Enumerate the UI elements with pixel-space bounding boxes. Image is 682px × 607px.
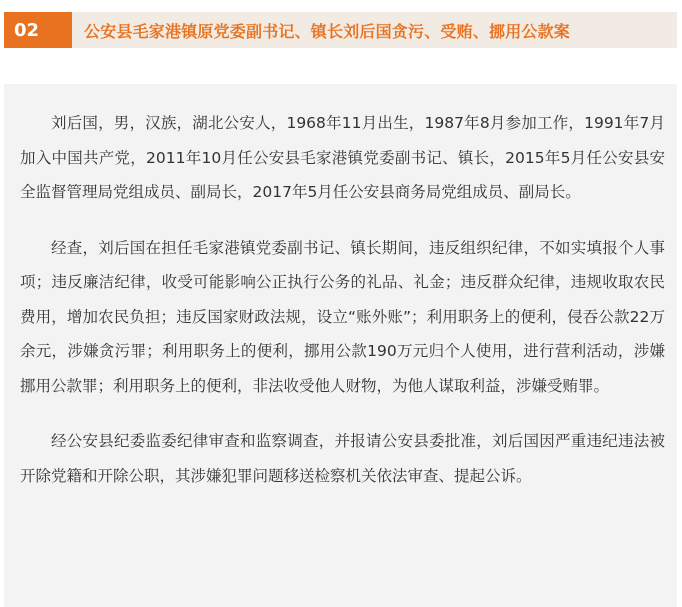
- case-header: [4, 12, 677, 48]
- case-body: [4, 84, 677, 607]
- paragraph-disposition: 经公安县纪委监委纪律审查和监察调查，并报请公安县委批准，刘后国因严重违纪违法被开除党籍和开除公职，其涉嫌犯罪问题移送检察机关依法审查、提起公诉。: [20, 432, 665, 485]
- paragraph-findings: 经查，刘后国在担任毛家港镇党委副书记、镇长期间，违反组织纪律，不如实填报个人事项；违反廉洁纪律，收受可能影响公正执行公务的礼品、礼金；违反群众纪律，违规收取农民费用，增加农民负担；违反国家财政法规，设立“账外账”；利用职务上的便利，侵吞公款22万余元，涉嫌贪污罪；利用职务上的便利，挪用公款190万元归个人使用，进行营利活动，涉嫌挪用公款罪；利用职务上的便利，非法收受他人财物，为他人谋取利益，涉嫌受贿罪。: [20, 238, 665, 395]
- case-number-badge: 02: [4, 12, 72, 48]
- case-title: 公安县毛家港镇原党委副书记、镇长刘后国贪污、受贿、挪用公款案: [84, 21, 571, 41]
- paragraph-biography: 刘后国，男，汉族，湖北公安人，1968年11月出生，1987年8月参加工作，1991年7月加入中国共产党，2011年10月任公安县毛家港镇党委副书记、镇长，2015年5月任公安县安全监督管理局党组成员、副局长，2017年5月任公安县商务局党组成员、副局长。: [20, 114, 665, 201]
